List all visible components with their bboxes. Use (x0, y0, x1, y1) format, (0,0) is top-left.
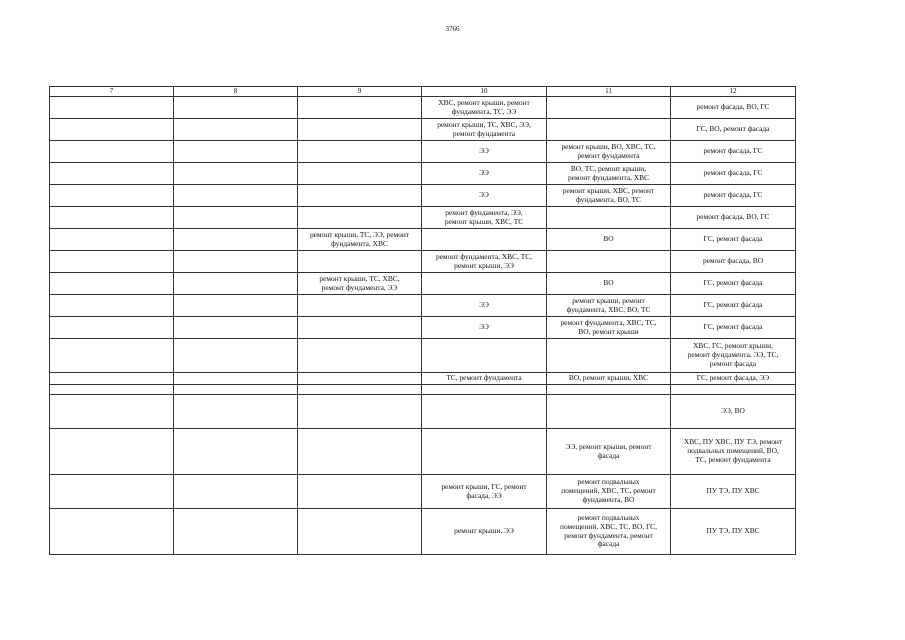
table-cell (50, 141, 174, 163)
table-row (50, 295, 796, 317)
table-cell (50, 229, 174, 251)
table-cell (298, 207, 422, 229)
table-cell (174, 251, 298, 273)
table-cell (50, 509, 174, 555)
table-cell: ВО (547, 229, 671, 251)
table-cell (298, 317, 422, 339)
table-row (50, 273, 796, 295)
table-cell (298, 385, 422, 395)
table-row (50, 229, 796, 251)
table-cell (50, 163, 174, 185)
table-row (50, 185, 796, 207)
table-cell (422, 385, 547, 395)
table-cell (298, 163, 422, 185)
table-cell (422, 339, 547, 373)
table-cell: ремонт крыши, ГС, ремонт фасада, ЭЭ (422, 475, 547, 509)
table-cell: ремонт крыши, ТС, ЭЭ, ремонт фундамента, ХВС (298, 229, 422, 251)
table-cell: ГС, ремонт фасада, ЭЭ (671, 373, 796, 385)
table-cell (547, 395, 671, 429)
table-cell (174, 385, 298, 395)
table-cell (547, 207, 671, 229)
table-cell (298, 141, 422, 163)
table-cell: ЭЭ (422, 141, 547, 163)
table-cell (174, 373, 298, 385)
table-row (50, 475, 796, 509)
column-header: 10 (422, 87, 547, 97)
repair-schedule-table (49, 86, 796, 555)
table-cell (174, 509, 298, 555)
table-cell: ремонт подвальных помещений, ХВС, ТС, ВО, ГС, ремонт фундамента, ремонт фасада (547, 509, 671, 555)
table-cell: ремонт фасада, ГС (671, 163, 796, 185)
table-cell (50, 295, 174, 317)
table-cell: ЭЭ (422, 185, 547, 207)
table-cell: ПУ ТЭ, ПУ ХВС (671, 509, 796, 555)
table-cell (298, 395, 422, 429)
table-cell (174, 395, 298, 429)
table-cell (174, 229, 298, 251)
table-row (50, 429, 796, 475)
table-cell (50, 119, 174, 141)
table-cell: ремонт фундамента, ЭЭ, ремонт крыши, ХВС, ТС (422, 207, 547, 229)
table-cell (50, 273, 174, 295)
table-cell (50, 429, 174, 475)
table-cell (174, 475, 298, 509)
table-cell: ВО, ремонт крыши, ХВС (547, 373, 671, 385)
table-cell: ЭЭ, ремонт крыши, ремонт фасада (547, 429, 671, 475)
table-cell (174, 429, 298, 475)
table-cell (298, 509, 422, 555)
table-cell (422, 229, 547, 251)
table-cell: ГС, ремонт фасада (671, 273, 796, 295)
table-body (50, 97, 796, 555)
table-row (50, 373, 796, 385)
table-cell (298, 185, 422, 207)
table-cell: ВО (547, 273, 671, 295)
table-row (50, 339, 796, 373)
table-cell (174, 207, 298, 229)
table-cell: ЭЭ (422, 317, 547, 339)
table-cell: ЭЭ (422, 295, 547, 317)
table-row (50, 317, 796, 339)
table-cell (298, 251, 422, 273)
table-cell (298, 295, 422, 317)
table-cell (50, 317, 174, 339)
table-cell: ХВС, ремонт крыши, ремонт фундамента, ТС, ЭЭ (422, 97, 547, 119)
table-cell: ремонт крыши, ТС, ХВС, ремонт фундамента, ЭЭ (298, 273, 422, 295)
table-row (50, 97, 796, 119)
table-cell: ремонт фасада, ВО, ГС (671, 97, 796, 119)
table-cell: ПУ ТЭ, ПУ ХВС (671, 475, 796, 509)
table-cell (50, 207, 174, 229)
table-cell (547, 97, 671, 119)
table-cell (298, 373, 422, 385)
table-cell (298, 339, 422, 373)
table-cell: ГС, ремонт фасада (671, 317, 796, 339)
table-cell (422, 429, 547, 475)
table-cell (50, 339, 174, 373)
table-row (50, 163, 796, 185)
table-cell (50, 475, 174, 509)
table-cell (422, 273, 547, 295)
table-cell (671, 385, 796, 395)
table-cell: ремонт фундамента, ХВС, ТС, ремонт крыши, ЭЭ (422, 251, 547, 273)
table-cell: ремонт фасада, ГС (671, 185, 796, 207)
table-cell (174, 163, 298, 185)
column-number-row (50, 87, 796, 97)
table-row (50, 395, 796, 429)
table-cell (50, 185, 174, 207)
table-cell (298, 429, 422, 475)
table-cell (50, 385, 174, 395)
column-header: 12 (671, 87, 796, 97)
table-cell: ремонт фасада, ВО, ГС (671, 207, 796, 229)
table-row (50, 207, 796, 229)
table-cell (174, 119, 298, 141)
table-cell: ВО, ТС, ремонт крыши, ремонт фундамента, ХВС (547, 163, 671, 185)
table-cell: ТС, ремонт фундамента (422, 373, 547, 385)
table-cell (50, 97, 174, 119)
table-cell: ГС, ВО, ремонт фасада (671, 119, 796, 141)
table-row (50, 141, 796, 163)
table-row (50, 385, 796, 395)
table-cell: ремонт фасада, ВО (671, 251, 796, 273)
table-cell: ГС, ремонт фасада (671, 295, 796, 317)
column-header: 7 (50, 87, 174, 97)
table-cell: ХВС, ГС, ремонт крыши, ремонт фундамента, ЭЭ, ТС, ремонт фасада (671, 339, 796, 373)
table-cell: ремонт крыши, ВО, ХВС, ТС, ремонт фундамента (547, 141, 671, 163)
table-row (50, 509, 796, 555)
table-cell (174, 339, 298, 373)
table-cell (174, 317, 298, 339)
table-cell: ремонт крыши, ремонт фундамента, ХВС, ВО, ТС (547, 295, 671, 317)
table-cell (547, 385, 671, 395)
table-cell: ХВС, ПУ ХВС, ПУ ТЭ, ремонт подвальных помещений, ВО, ТС, ремонт фундамента (671, 429, 796, 475)
page-number: 3766 (445, 25, 460, 33)
table-row (50, 119, 796, 141)
table-cell (298, 119, 422, 141)
table-cell (298, 475, 422, 509)
table-cell: ремонт крыши, ХВС, ремонт фундамента, ВО, ТС (547, 185, 671, 207)
table-cell (422, 395, 547, 429)
table-cell (174, 141, 298, 163)
table-row (50, 251, 796, 273)
table-cell: ЭЭ (422, 163, 547, 185)
column-header: 8 (174, 87, 298, 97)
table-cell: ремонт подвальных помещений, ХВС, ТС, ремонт фундамента, ВО (547, 475, 671, 509)
table-cell: ремонт крыши, ТС, ХВС, ЭЭ, ремонт фундамента (422, 119, 547, 141)
table-cell (547, 339, 671, 373)
table-cell (547, 251, 671, 273)
table-cell: ГС, ремонт фасада (671, 229, 796, 251)
table-cell (50, 395, 174, 429)
table-cell (50, 373, 174, 385)
table-cell (174, 295, 298, 317)
table-cell: ремонт крыши, ЭЭ (422, 509, 547, 555)
table-cell (50, 251, 174, 273)
table-cell (298, 97, 422, 119)
table-cell: ремонт фасада, ГС (671, 141, 796, 163)
table-cell: ЭЭ, ВО (671, 395, 796, 429)
table-cell (174, 97, 298, 119)
table-cell (174, 185, 298, 207)
column-header: 11 (547, 87, 671, 97)
table-cell (547, 119, 671, 141)
column-header: 9 (298, 87, 422, 97)
table-cell (174, 273, 298, 295)
table-cell: ремонт фундамента, ХВС, ТС, ВО, ремонт крыши (547, 317, 671, 339)
